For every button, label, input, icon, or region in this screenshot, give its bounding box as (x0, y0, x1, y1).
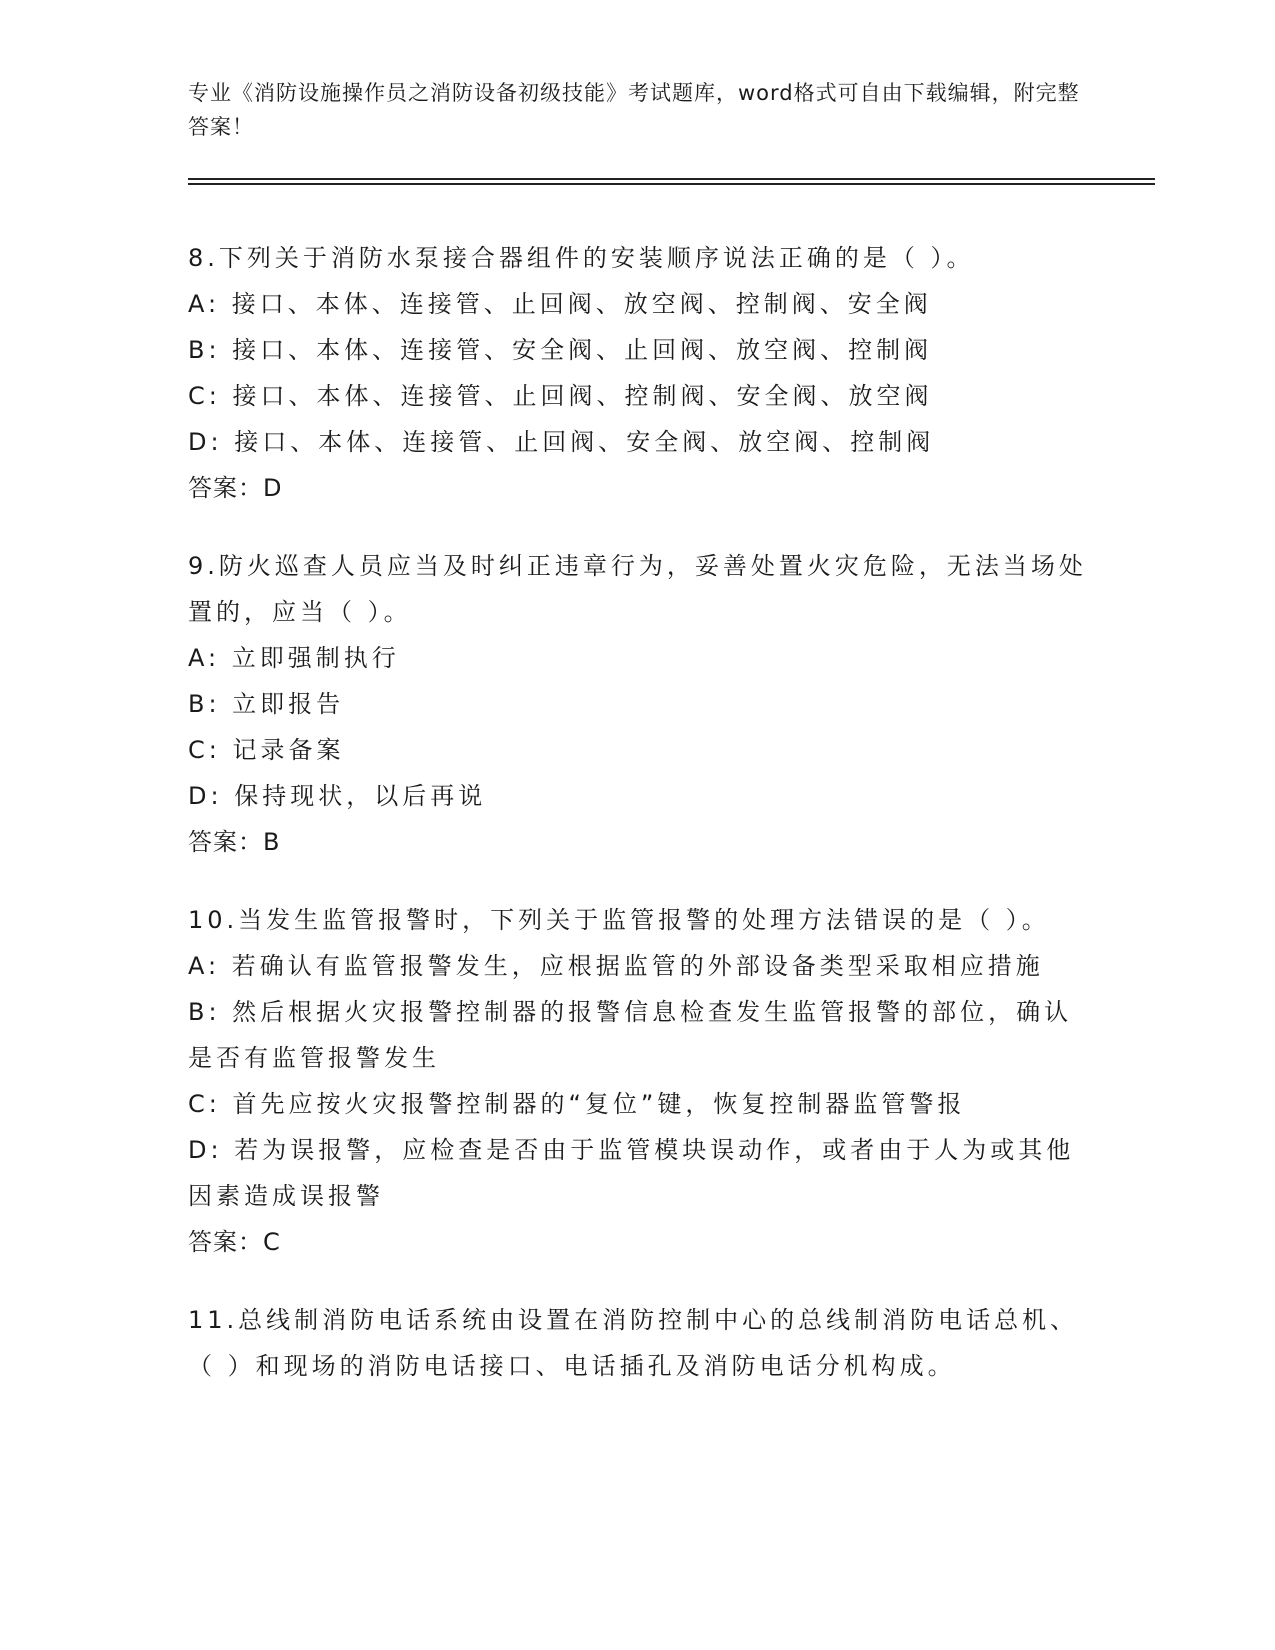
question-8 (188, 235, 1088, 511)
option-b: B: 接口、本体、连接管、安全阀、止回阀、放空阀、控制阀 (188, 336, 933, 364)
question-9 (188, 543, 1088, 865)
document-header: 专业《消防设施操作员之消防设备初级技能》考试题库，word格式可自由下载编辑，附完整答案！ (188, 81, 1080, 139)
answer: 答案：D (188, 474, 283, 502)
option-a: A: 接口、本体、连接管、止回阀、放空阀、控制阀、安全阀 (188, 290, 932, 318)
option-c: C: 接口、本体、连接管、止回阀、控制阀、安全阀、放空阀 (188, 382, 933, 410)
question-10 (188, 897, 1088, 1265)
option-d: D: 接口、本体、连接管、止回阀、安全阀、放空阀、控制阀 (188, 428, 935, 456)
option-a: A: 若确认有监管报警发生，应根据监管的外部设备类型采取相应措施 (188, 952, 1044, 980)
option-c: C: 首先应按火灾报警控制器的“复位”键，恢复控制器监管警报 (188, 1090, 966, 1118)
header-divider-bottom (188, 183, 1155, 185)
option-a: A: 立即强制执行 (188, 644, 400, 672)
question-stem: 11.总线制消防电话系统由设置在消防控制中心的总线制消防电话总机、（ ）和现场的消防电话接口、电话插孔及消防电话分机构成。 (188, 1306, 1079, 1380)
question-list (188, 235, 1088, 1421)
question-stem: 10.当发生监管报警时，下列关于监管报警的处理方法错误的是（ ）。 (188, 906, 1050, 934)
answer: 答案：B (188, 828, 281, 856)
option-c: C: 记录备案 (188, 736, 345, 764)
question-stem: 8.下列关于消防水泵接合器组件的安装顺序说法正确的是（ ）。 (188, 244, 975, 272)
answer: 答案：C (188, 1228, 281, 1256)
header-divider-top (188, 178, 1155, 180)
option-b: B: 立即报告 (188, 690, 345, 718)
option-d: D: 保持现状，以后再说 (188, 782, 487, 810)
question-stem: 9.防火巡查人员应当及时纠正违章行为，妥善处置火灾危险，无法当场处置的，应当（ ）。 (188, 552, 1087, 626)
option-d: D: 若为误报警，应检查是否由于监管模块误动作，或者由于人为或其他因素造成误报警 (188, 1136, 1075, 1210)
option-b: B: 然后根据火灾报警控制器的报警信息检查发生监管报警的部位，确认是否有监管报警发生 (188, 998, 1073, 1072)
question-11 (188, 1297, 1088, 1389)
